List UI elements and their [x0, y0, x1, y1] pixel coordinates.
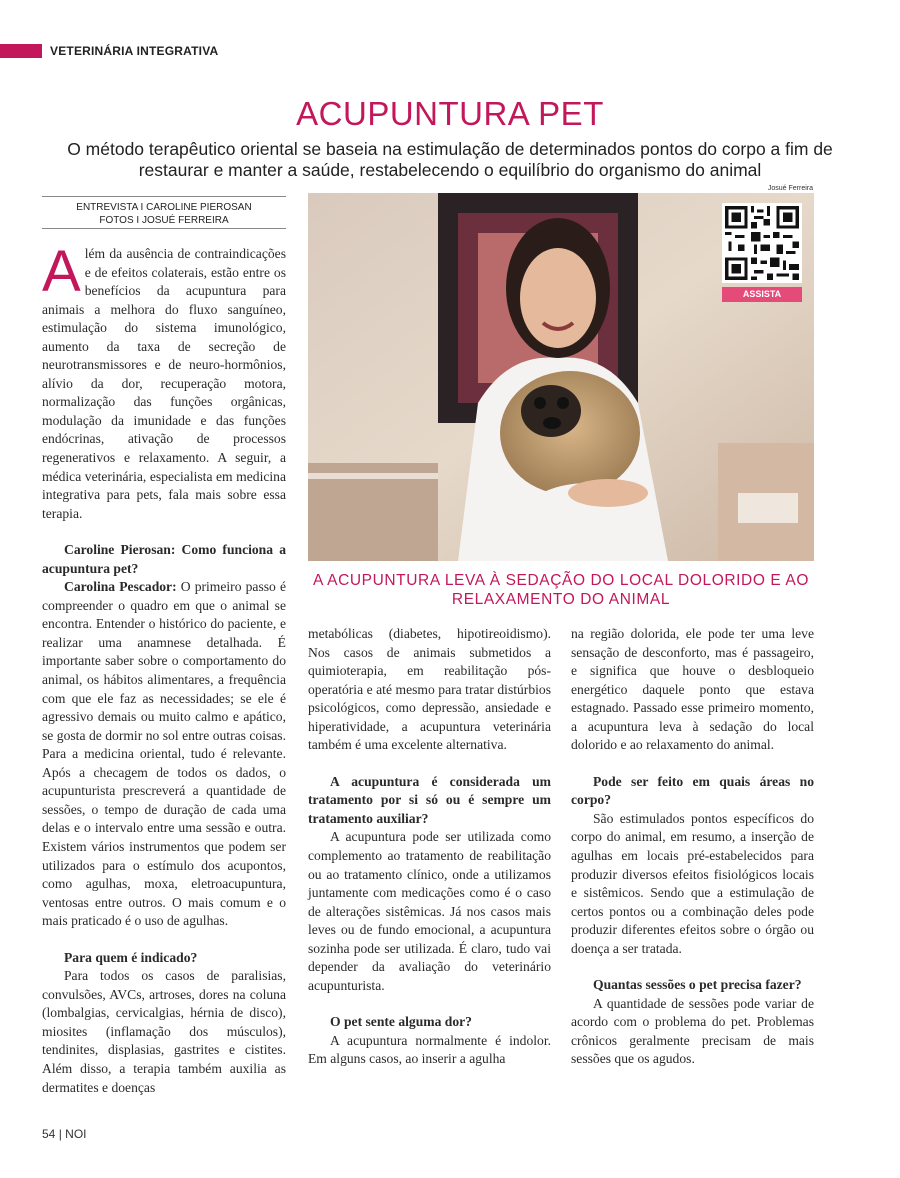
answer-2a: Para todos os casos de paralisias, convulsões, AVCs, artroses, dores na coluna (lombalgias, cervicalgias, hérnia de disco), miosites (inflamação dos músculos), tendinites, displasias, gastrites e cistites. Além disso, a terapia também auxilia as dermatites e doenças — [42, 968, 286, 1095]
section-color-bar — [0, 44, 42, 58]
answer-6: A quantidade de sessões pode variar de acordo com o problema do pet. Problemas crônicos geralmente precisam de mais sessões que os agudos. — [571, 995, 814, 1067]
section-label: VETERINÁRIA INTEGRATIVA — [50, 44, 219, 58]
page-footer — [42, 1127, 87, 1141]
answer-4a: A acupuntura normalmente é indolor. Em alguns casos, ao inserir a agulha — [308, 1032, 551, 1067]
question-3: A acupuntura é considerada um tratamento por si só ou é sempre um tratamento auxiliar? — [308, 773, 551, 826]
footer-separator: | — [58, 1127, 66, 1141]
answer-1 — [42, 578, 286, 930]
question-2: Para quem é indicado? — [64, 949, 198, 965]
watch-badge[interactable]: ASSISTA — [722, 287, 802, 302]
question-5: Pode ser feito em quais áreas no corpo? — [571, 773, 814, 808]
article-subtitle: O método terapêutico oriental se baseia na estimulação de determinados pontos do corpo a fim de restaurar e manter a saúde, restabelecendo o equilíbrio do organismo do animal — [67, 139, 833, 180]
column-3 — [571, 625, 814, 1069]
answer-1-text: O primeiro passo é compreender o quadro em que o animal se encontra. Entender o histórico do paciente, e realizar uma anamnese detalhada. É importante saber sobre o comportamento do animal, os hábitos alimentares, a frequência com que ele faz as necessidades; se ele é agressivo demais ou muito calmo e apático, se gosta de dormir no sol entre outras coisas. Para a medicina oriental, tudo é relevante. Após a checagem de todos os dados, o acupunturista prescreverá a quantidade de sessões, o tempo de duração de cada uma delas e o intervalo entre uma sessão e outra. Existem vários instrumentos que podem ser utilizados para o estímulo dos acupontos, como agulhas, moxa, eletroacupuntura, ventosas entre outros. O mais comum e o mais praticado é o uso de agulhas. — [42, 579, 286, 929]
intro-text: lém da ausência de contraindicações e de efeitos colaterais, estão entre os benefícios da acupuntura para animais a melhora do fluxo sanguíneo, estimulação do sistema imunológico, aumento da taxa de secreção de neurotransmissores e de neuro-hormônios, alívio da dor, recuperação motora, normalização das funções orgânicas, modulação da imunidade e das funções endócrinas, ativação de processos regenerativos e relaxamento. A seguir, a médica veterinária, especialista em medicina integrativa para pets, fala mais sobre essa terapia. — [42, 246, 286, 521]
photo-credit: Josué Ferreira — [767, 185, 813, 192]
magazine-name: NOI — [65, 1127, 87, 1141]
answer-4b: na região dolorida, ele pode ter uma leve sensação de desconforto, mas é passageiro, e significa que houve o desbloqueio energético daquele ponto que estava estagnado. Passado esse primeiro momento, a acupuntura leva à sedação do local dolorido e ao relaxamento do animal. — [571, 626, 814, 753]
photo-caption: A ACUPUNTURA LEVA À SEDAÇÃO DO LOCAL DOLORIDO E AO RELAXAMENTO DO ANIMAL — [313, 572, 809, 608]
credits-bottom-rule — [42, 228, 286, 229]
qr-code[interactable] — [722, 203, 802, 283]
credit-photos: FOTOS I JOSUÉ FERREIRA — [99, 215, 229, 226]
drop-cap: A — [42, 239, 81, 304]
answer-2b: metabólicas (diabetes, hipotireoidismo). Nos casos de animais submetidos a quimioterapia, em reabilitação pós-operatória e até mesmo para tratar distúrbios psicológicos, como depressão, ansiedade e hiperatividade, a acupuntura veterinária também é uma excelente alternativa. — [308, 626, 551, 753]
credits — [42, 201, 286, 227]
column-2 — [308, 625, 551, 1069]
credit-interview: ENTREVISTA I CAROLINE PIEROSAN — [76, 202, 252, 213]
question-1: Caroline Pierosan: Como funciona a acupuntura pet? — [42, 542, 286, 576]
question-6: Quantas sessões o pet precisa fazer? — [593, 977, 802, 993]
article-title: ACUPUNTURA PET — [296, 95, 604, 132]
question-4: O pet sente alguma dor? — [330, 1014, 472, 1030]
intro-paragraph — [42, 239, 286, 523]
speaker-label: Carolina Pescador: — [64, 579, 177, 595]
answer-5: São estimulados pontos específicos do corpo do animal, em resumo, a inserção de agulhas em locais pré-estabelecidos para produzir diversos efeitos fisiológicos locais e sistêmicos. Sendo que a estimulação de certos pontos ou a combinação deles pode produzir diferentes efeitos sobre o órgão ou doença a ser tratada. — [571, 810, 814, 956]
answer-3: A acupuntura pode ser utilizada como complemento ao tratamento de reabilitação ou ao tratamento clínico, onde a utilizamos juntamente com medicações como é o caso de alterações sistêmicas. Já nos casos mais leves ou de fundo emocional, a acupuntura sozinha pode ser utilizada. É claro, tudo vai depender da avaliação do veterinário acupunturista. — [308, 829, 551, 993]
credits-top-rule — [42, 196, 286, 197]
page-number: 54 — [42, 1127, 56, 1141]
column-1 — [42, 239, 286, 1097]
